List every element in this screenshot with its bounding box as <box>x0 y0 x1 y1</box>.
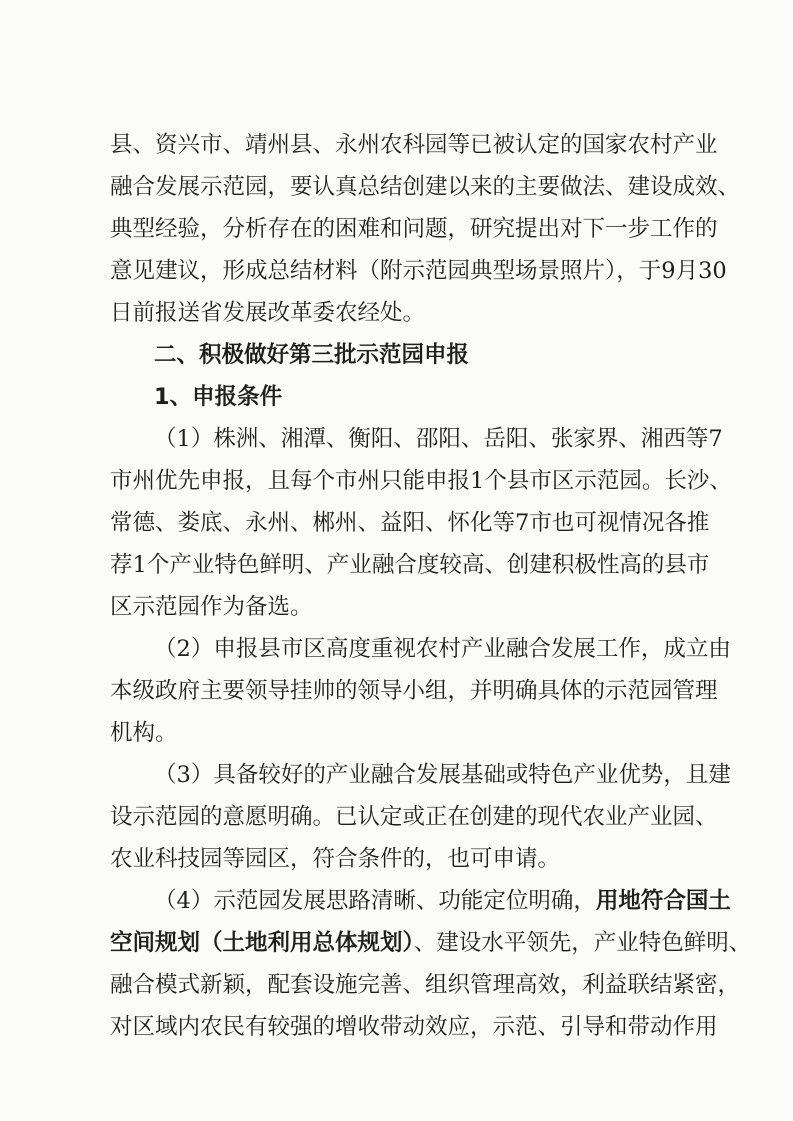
paragraph-line: 日前报送省发展改革委农经处。 <box>110 300 426 326</box>
paragraph-line: 本级政府主要领导挂帅的领导小组，并明确具体的示范园管理 <box>110 678 718 704</box>
subsection-heading: 1、申报条件 <box>154 384 283 410</box>
paragraph-line: 融合模式新颖，配套设施完善、组织管理高效，利益联结紧密， <box>110 972 741 998</box>
paragraph-line: 县、资兴市、靖州县、永州农科园等已被认定的国家农村产业 <box>110 132 718 158</box>
paragraph-line: 区示范园作为备选。 <box>110 594 313 620</box>
paragraph-line: 意见建议，形成总结材料（附示范园典型场景照片），于9月30 <box>110 258 727 284</box>
plain-text: （4）示范园发展思路清晰、功能定位明确， <box>154 888 596 914</box>
paragraph-line: 融合发展示范园，要认真总结创建以来的主要做法、建设成效、 <box>110 174 741 200</box>
document-body <box>110 132 752 1056</box>
bold-text: 空间规划（土地利用总体规划） <box>110 930 414 956</box>
paragraph-line: 设示范园的意愿明确。已认定或正在创建的现代农业产业园、 <box>110 804 718 830</box>
paragraph-line: 市州优先申报，且每个市州只能申报1个县市区示范园。长沙、 <box>110 468 732 494</box>
paragraph-line: 典型经验，分析存在的困难和问题，研究提出对下一步工作的 <box>110 216 718 242</box>
paragraph-line: （2）申报县市区高度重视农村产业融合发展工作，成立由 <box>154 636 731 662</box>
paragraph-line <box>110 930 752 956</box>
paragraph-line: 对区域内农民有较强的增收带动效应，示范、引导和带动作用 <box>110 1014 718 1040</box>
paragraph-line: 农业科技园等园区，符合条件的，也可申请。 <box>110 846 561 872</box>
paragraph-line <box>110 888 731 914</box>
section-heading: 二、积极做好第三批示范园申报 <box>154 342 470 368</box>
paragraph-line: 常德、娄底、永州、郴州、益阳、怀化等7市也可视情况各推 <box>110 510 710 536</box>
paragraph-line: （3）具备较好的产业融合发展基础或特色产业优势，且建 <box>154 762 731 788</box>
plain-text: 、建设水平领先，产业特色鲜明、 <box>413 930 752 956</box>
bold-text: 用地符合国土 <box>595 888 731 914</box>
paragraph-line: 荐1个产业特色鲜明、产业融合度较高、创建积极性高的县市 <box>110 552 710 578</box>
paragraph-line: （1）株洲、湘潭、衡阳、邵阳、岳阳、张家界、湘西等7 <box>154 426 723 452</box>
paragraph-line: 机构。 <box>110 720 178 746</box>
